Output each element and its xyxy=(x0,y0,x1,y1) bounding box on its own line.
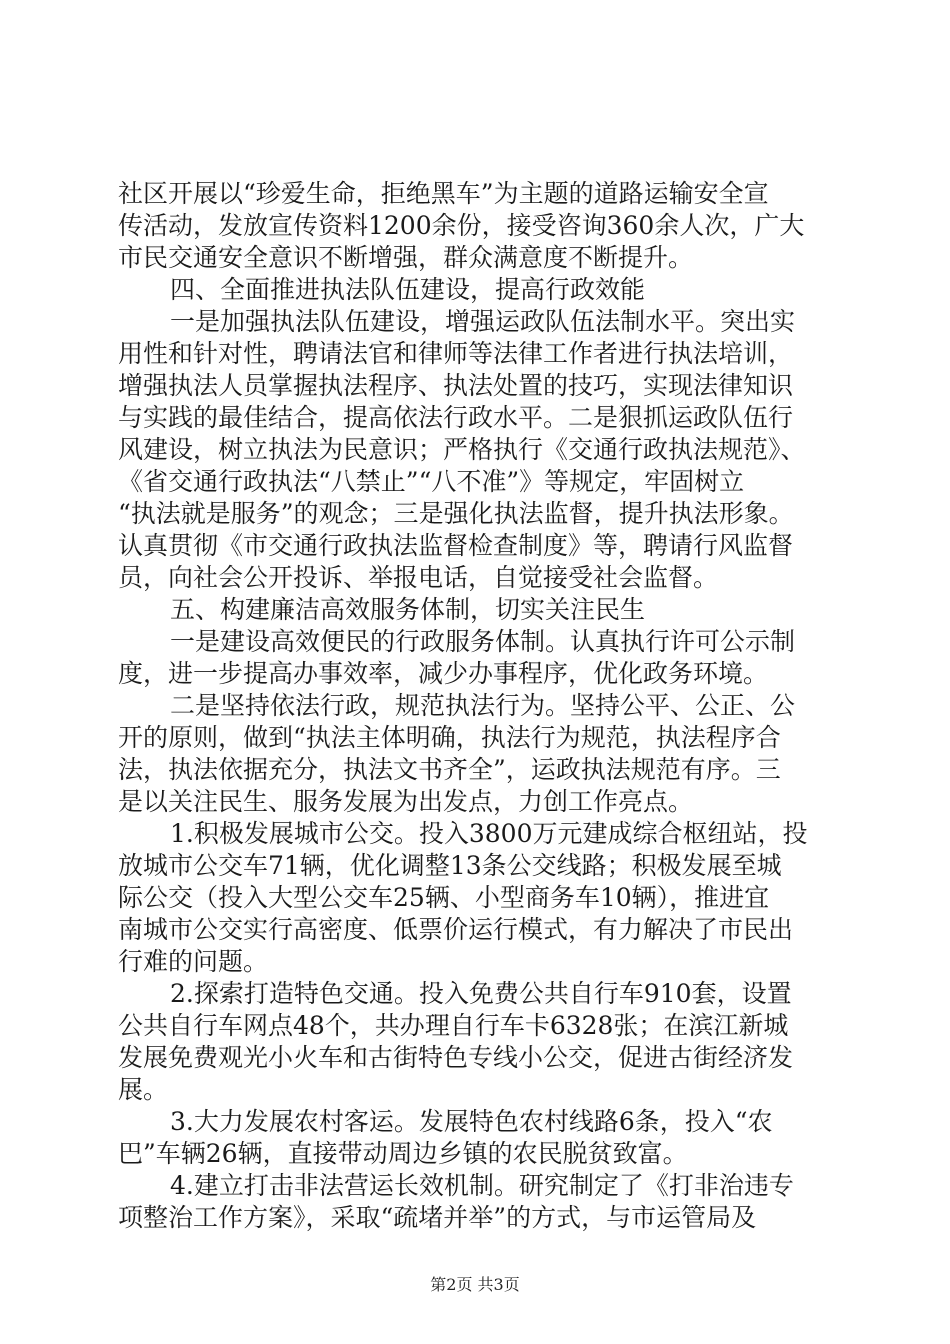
text-line: 2.探索打造特色交通。投入免费公共自行车910套，设置 xyxy=(170,979,792,1008)
text-line: 一是建设高效便民的行政服务体制。认真执行许可公示制 xyxy=(170,627,796,656)
text-line: 市民交通安全意识不断增强，群众满意度不断提升。 xyxy=(118,243,694,272)
text-line: 风建设，树立执法为民意识；严格执行《交通行政执法规范》、 xyxy=(118,435,806,464)
text-line: 一是加强执法队伍建设，增强运政队伍法制水平。突出实 xyxy=(170,307,796,336)
text-line: 公共自行车网点48个，共办理自行车卡6328张；在滨江新城 xyxy=(118,1011,789,1040)
text-line: 社区开展以“珍爱生命，拒绝黑车”为主题的道路运输安全宣 xyxy=(118,179,769,208)
text-line: 南城市公交实行高密度、低票价运行模式，有力解决了市民出 xyxy=(118,915,794,944)
text-line: 开的原则，做到“执法主体明确，执法行为规范，执法程序合 xyxy=(118,723,781,752)
text-line: 1.积极发展城市公交。投入3800万元建成综合枢纽站，投 xyxy=(170,819,808,848)
text-line: 4.建立打击非法营运长效机制。研究制定了《打非治违专 xyxy=(170,1171,794,1200)
text-line: 用性和针对性，聘请法官和律师等法律工作者进行执法培训， xyxy=(118,339,794,368)
text-line: 度，进一步提高办事效率，减少办事程序，优化政务环境。 xyxy=(118,659,769,688)
text-line: 员，向社会公开投诉、举报电话，自觉接受社会监督。 xyxy=(118,563,719,592)
document-body xyxy=(118,178,840,1234)
page-footer: 第2页 共3页 xyxy=(430,1275,520,1294)
text-line: 展。 xyxy=(118,1075,169,1104)
text-line: 四、全面推进执法队伍建设，提高行政效能 xyxy=(170,275,646,304)
text-line: 3.大力发展农村客运。发展特色农村线路6条，投入“农 xyxy=(170,1107,773,1136)
text-line: 行难的问题。 xyxy=(118,947,269,976)
text-line: 巴”车辆26辆，直接带动周边乡镇的农民脱贫致富。 xyxy=(118,1139,688,1168)
text-line: 增强执法人员掌握执法程序、执法处置的技巧，实现法律知识 xyxy=(118,371,794,400)
text-line: 《省交通行政执法“八禁止”“八不准”》等规定，牢固树立 xyxy=(118,467,745,496)
text-line: 法，执法依据充分，执法文书齐全”，运政执法规范有序。三 xyxy=(118,755,781,784)
text-line: 项整治工作方案》，采取“疏堵并举”的方式，与市运管局及 xyxy=(118,1203,757,1232)
text-line: 与实践的最佳结合，提高依法行政水平。二是狠抓运政队伍行 xyxy=(118,403,794,432)
text-line: 五、构建廉洁高效服务体制，切实关注民生 xyxy=(170,595,646,624)
text-line: 认真贯彻《市交通行政执法监督检查制度》等，聘请行风监督 xyxy=(118,531,794,560)
text-line: 际公交（投入大型公交车25辆、小型商务车10辆），推进宜 xyxy=(118,883,770,912)
text-line: “执法就是服务”的观念；三是强化执法监督，提升执法形象。 xyxy=(118,499,794,528)
text-line: 放城市公交车71辆，优化调整13条公交线路；积极发展至城 xyxy=(118,851,782,880)
text-line: 发展免费观光小火车和古街特色专线小公交，促进古街经济发 xyxy=(118,1043,794,1072)
text-line: 二是坚持依法行政，规范执法行为。坚持公平、公正、公 xyxy=(170,691,796,720)
text-line: 传活动，发放宣传资料1200余份，接受咨询360余人次，广大 xyxy=(118,211,805,240)
text-line: 是以关注民生、服务发展为出发点，力创工作亮点。 xyxy=(118,787,694,816)
